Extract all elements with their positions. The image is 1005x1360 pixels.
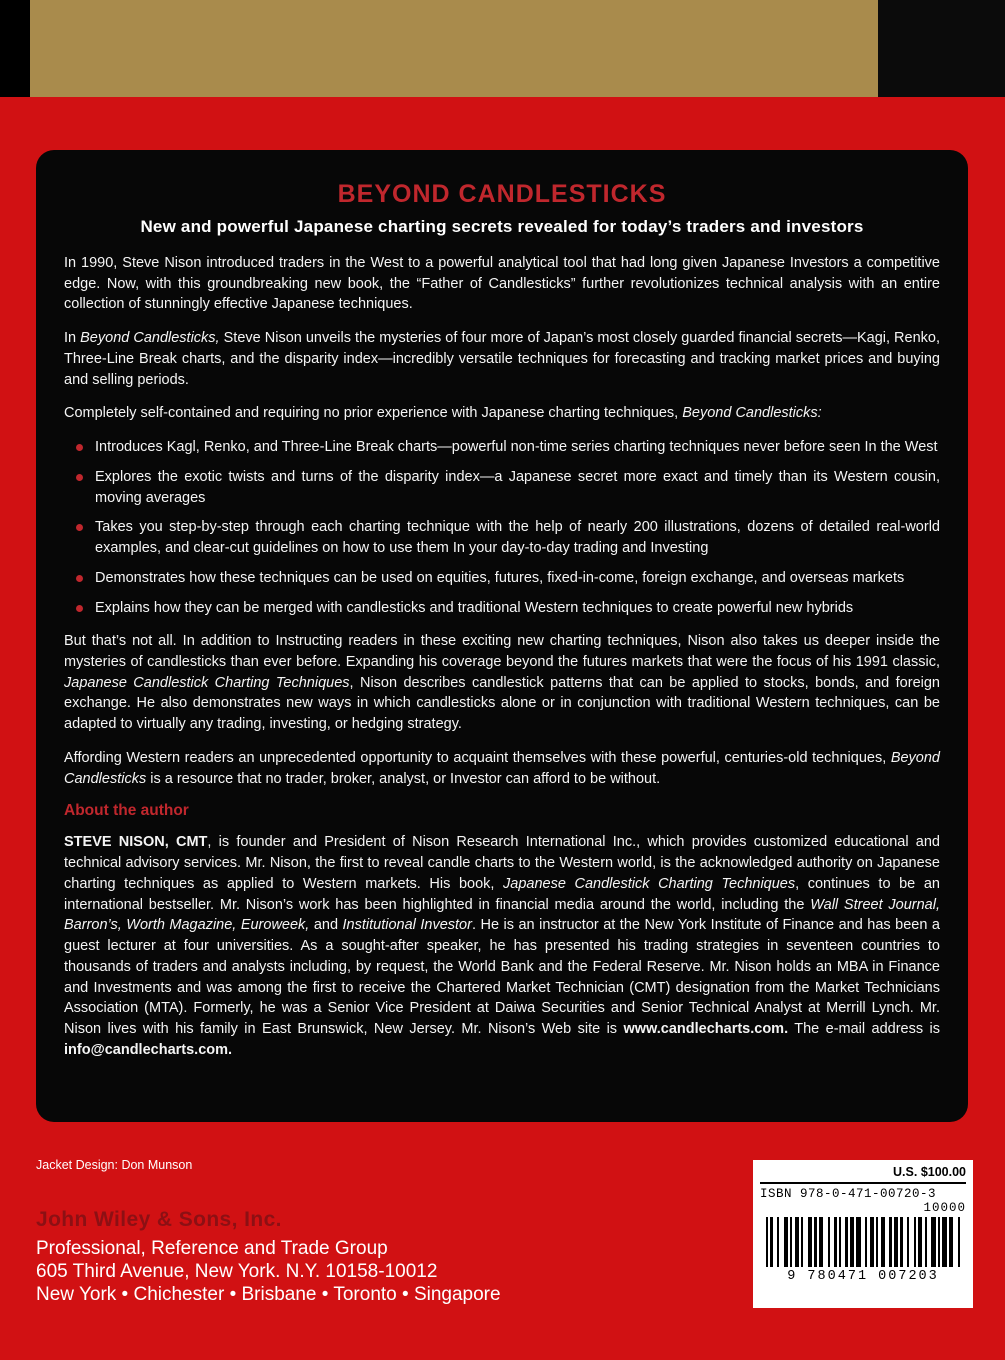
bullet-text: Explores the exotic twists and turns of the disparity index—a Japanese secret more exact and timely than its Western cousin, moving averages bbox=[95, 468, 940, 506]
top-edge-band bbox=[0, 0, 1005, 97]
secrets-paragraph: In Beyond Candlesticks, Steve Nison unveils the mysteries of four more of Japan’s most closely guarded financial secrets—Kagi, Renko, Three-Line Break charts, and the disparity index—incredibly versatile techniques for forecasting and tracking market prices and buying and selling periods. bbox=[64, 330, 941, 388]
closing-paragraph: Affording Western readers an unprecedented opportunity to acquaint themselves with these powerful, centuries-old techniques, Beyond Candlesticks is a resource that no trader, broker, analyst, or Investor can afford to be without. bbox=[64, 749, 940, 787]
publisher-cities: New York • Chichester • Brisbane • Toronto • Singapore bbox=[36, 1284, 501, 1305]
expanded-coverage-paragraph: But that’s not all. In addition to Instructing readers in these exciting new charting techniques, Nison also takes us deeper inside the mysteries of candlesticks than ever before. Expanding his coverage beyond the futures markets that were the focus of his 1991 classic, Japanese Candlestick Charting Techniques, Nison describes candlestick patterns that can be applied to stocks, bonds, and foreign exchange. He also demonstrates new ways in which candlesticks alone or in conjunction with traditional Western techniques, can be adapted to virtually any trading, investing, or hedging strategy. bbox=[64, 633, 940, 733]
bullet-icon bbox=[76, 444, 83, 451]
book-subtitle: New and powerful Japanese charting secrets revealed for today’s traders and investors bbox=[140, 217, 864, 236]
bullet-icon bbox=[76, 575, 83, 582]
book-title: BEYOND CANDLESTICKS bbox=[337, 180, 667, 208]
list-item bbox=[76, 568, 940, 589]
about-author-heading: About the author bbox=[64, 802, 189, 820]
bullet-text: Explains how they can be merged with candlesticks and traditional Western techniques to create powerful new hybrids bbox=[95, 599, 854, 616]
bullet-icon bbox=[76, 524, 83, 531]
publisher-group: Professional, Reference and Trade Group bbox=[36, 1238, 388, 1259]
publisher-address: 605 Third Avenue, New York. N.Y. 10158-10012 bbox=[36, 1261, 438, 1282]
isbn-suffix: 10000 bbox=[923, 1201, 966, 1215]
top-left-black-corner bbox=[0, 0, 30, 97]
barcode-image bbox=[766, 1217, 960, 1267]
about-author-paragraph: STEVE NISON, CMT, is founder and President of Nison Research International Inc., which provides customized educational and technical advisory services. Mr. Nison, the first to reveal candle charts to the Western world, is the acknowledged authority on Japanese charting techniques as applied to Western markets. His book, Japanese Candlestick Charting Techniques, continues to be an international bestseller. Mr. Nison’s work has been highlighted in financial media around the world, including the Wall Street Journal, Barron’s, Worth Magazine, Euroweek, and Institutional Investor. He is an instructor at the New York Institute of Finance and has been a guest lecturer at four universities. As a sought-after speaker, he has presented his trading strategies in seventeen countries to thousands of traders and analysts including, by request, the World Bank and the Federal Reserve. Mr. Nison holds an MBA in Finance and Investments and was among the first to receive the Chartered Market Technician (CMT) designation from the Market Technicians Association (MTA). Formerly, he was a Senior Vice President at Daiwa Securities and Senior Technical Analyst at Merrill Lynch. Mr. Nison lives with his family in East Brunswick, New Jersey. Mr. Nison’s Web site is www.candlecharts.com. The e-mail address is info@candlecharts.com. bbox=[64, 834, 940, 1058]
intro-paragraph: In 1990, Steve Nison introduced traders in the West to a powerful analytical tool that had long given Japanese Investors a competitive edge. Now, with this groundbreaking new book, the “Father of Candlesticks” further revolutionizes technical analysis with an entire collection of stunningly effective Japanese techniques. bbox=[64, 255, 940, 313]
publisher-name: John Wiley & Sons, Inc. bbox=[36, 1208, 282, 1231]
bullet-text: Introduces Kagl, Renko, and Three-Line Break charts—powerful non-time series charting techniques never before seen In the West bbox=[95, 439, 938, 456]
publisher-block bbox=[36, 1158, 716, 1306]
gold-page-edge bbox=[30, 0, 878, 97]
feature-list bbox=[64, 437, 940, 618]
list-item bbox=[76, 517, 940, 558]
bullet-icon bbox=[76, 605, 83, 612]
price-label: U.S. $100.00 bbox=[760, 1165, 966, 1184]
list-item bbox=[76, 437, 940, 458]
barcode-panel bbox=[753, 1160, 973, 1308]
bullet-text: Demonstrates how these techniques can be used on equities, futures, fixed-in-come, foreign exchange, and overseas markets bbox=[95, 569, 905, 586]
jacket-design-credit: Jacket Design: Don Munson bbox=[36, 1158, 193, 1172]
isbn-label: ISBN 978-0-471-00720-3 bbox=[760, 1187, 937, 1201]
bullet-icon bbox=[76, 474, 83, 481]
bullet-text: Takes you step-by-step through each charting technique with the help of nearly 200 illustrations, dozens of detailed real-world examples, and clear-cut guidelines on how to use them In your day-to-day trading and Investing bbox=[95, 519, 940, 557]
lead-in-paragraph: Completely self-contained and requiring no prior experience with Japanese charting techniques, Beyond Candlesticks: bbox=[64, 405, 822, 422]
top-right-black-corner bbox=[878, 0, 1005, 97]
description-panel bbox=[36, 150, 968, 1122]
list-item bbox=[76, 467, 940, 508]
list-item bbox=[76, 598, 940, 619]
barcode-digits: 9 780471 007203 bbox=[787, 1269, 939, 1284]
